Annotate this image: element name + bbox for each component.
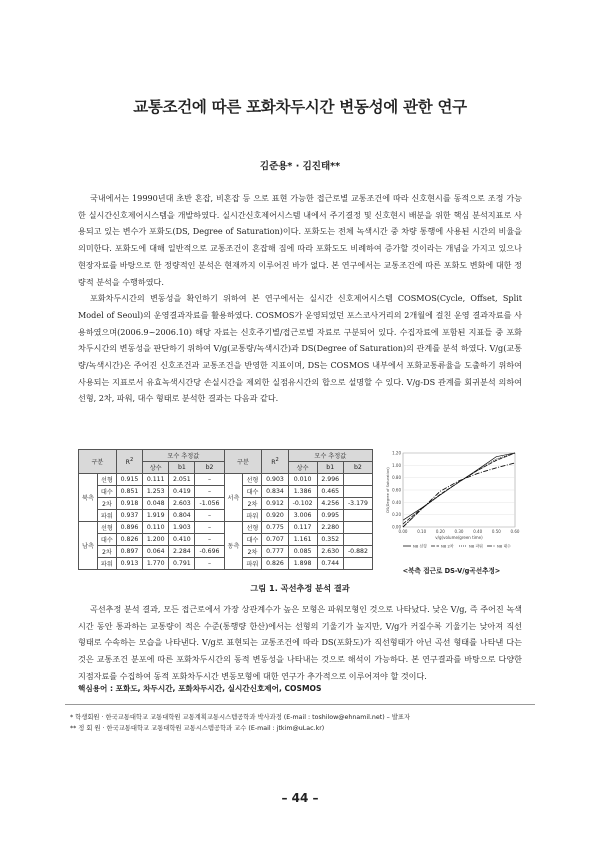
x-tick-label: 0.20 bbox=[435, 529, 445, 534]
table-group-label: 서측 bbox=[224, 474, 243, 522]
legend-label: N8 대수 bbox=[497, 543, 511, 549]
table-cell: 0.912 bbox=[262, 498, 288, 510]
table-cell: 2차 bbox=[243, 546, 262, 558]
table-cell: 0.775 bbox=[262, 522, 288, 534]
table-header-estimate: 모수 추정값 bbox=[143, 450, 224, 462]
y-tick-label: 0.60 bbox=[392, 487, 401, 493]
table-cell bbox=[343, 522, 372, 534]
table-cell: 0.110 bbox=[143, 522, 169, 534]
table-header-param: 상수 bbox=[143, 462, 169, 474]
table-cell: 2차 bbox=[97, 546, 116, 558]
table-cell: 파워 bbox=[243, 558, 262, 570]
table-cell: – bbox=[195, 558, 224, 570]
x-tick-label: 0.60 bbox=[510, 529, 520, 534]
table-cell: – bbox=[195, 534, 224, 546]
table-cell: 3.006 bbox=[288, 510, 317, 522]
table-cell: – bbox=[195, 474, 224, 486]
table-body bbox=[79, 474, 373, 570]
figure-1 bbox=[78, 449, 522, 579]
table-cell: 1.919 bbox=[143, 510, 169, 522]
legend-label: N8 파워 bbox=[469, 543, 483, 549]
table-cell: -1.056 bbox=[195, 498, 224, 510]
abstract-paragraph: 포화차두시간의 변동성을 확인하기 위하여 본 연구에서는 실시간 신호제어시스템 COSMOS(Cycle, Offset, Split Model of Seoul)의 운영결과자료를 활용하였다. COSMOS가 운영되었던 포스코사거리의 2개월에 걸친 운영 결과자료를 사용하였으며(2006.9~2006.10) 해당 자료는 신호주기별/접근로별 자료로 구분되어 있다. 수집자료에 포함된 지표들 중 포화차두시간의 변동성을 판단하기 위하여 V/g(교통량/녹색시간)과 DS(Degree of Saturation)의 관계를 분석 하였다. V/g(교통량/녹색시간)은 주어진 신호조건과 교통조건을 반영한 지표이며, DS는 COSMOS 내부에서 포화교통류율을 도출하기 위하여 사용되는 지표로서 유효녹색시간당 손실시간을 제외한 실점유시간의 합으로 설명할 수 있다. V/g-DS 관계를 회귀분석 의하여 선형, 2차, 파워, 대수 형태로 분석한 결과는 다음과 같다. bbox=[78, 293, 522, 404]
table-cell bbox=[343, 474, 372, 486]
footnote-divider bbox=[65, 704, 535, 705]
table-cell: 파워 bbox=[243, 510, 262, 522]
table-cell: 1.770 bbox=[143, 558, 169, 570]
x-tick-label: 0.30 bbox=[454, 529, 464, 534]
table-cell: 1.200 bbox=[143, 534, 169, 546]
table-cell: -0.882 bbox=[343, 546, 372, 558]
x-tick-label: 0.10 bbox=[417, 529, 427, 534]
table-header-estimate: 모수 추정값 bbox=[288, 450, 372, 462]
x-tick-label: 0.40 bbox=[473, 529, 483, 534]
abstract-body bbox=[78, 190, 522, 407]
page-number: – 44 – bbox=[281, 791, 319, 805]
y-axis-label: DS(Degree of Saturation) bbox=[386, 467, 390, 513]
footnotes bbox=[70, 712, 540, 734]
table-cell: 0.352 bbox=[317, 534, 343, 546]
y-tick-label: 1.20 bbox=[392, 450, 401, 456]
table-cell: – bbox=[195, 510, 224, 522]
table-cell: 0.465 bbox=[317, 486, 343, 498]
figure-caption: 그림 1. 곡선추정 분석 결과 bbox=[250, 583, 350, 593]
x-tick-label: 0.00 bbox=[398, 529, 408, 534]
table-header-param: b1 bbox=[169, 462, 195, 474]
chart-svg bbox=[381, 449, 522, 565]
table-cell: 대수 bbox=[243, 534, 262, 546]
table-cell: 0.117 bbox=[288, 522, 317, 534]
keywords: 핵심용어 : 포화도, 차두시간, 포화차두시간, 실시간신호제어, COSMOS bbox=[78, 684, 322, 693]
table-cell: 0.851 bbox=[116, 486, 142, 498]
table-cell: -3.179 bbox=[343, 498, 372, 510]
table-cell: -0.102 bbox=[288, 498, 317, 510]
table-cell: 선형 bbox=[97, 522, 116, 534]
table-header-r2: $R^2$ bbox=[262, 450, 288, 474]
table-cell: 선형 bbox=[97, 474, 116, 486]
footnote: ** 정 회 원 · 한국교통대학교 교통대학원 교통시스템공학과 교수 (E-mail : jtkim@uLac.kr) bbox=[70, 725, 325, 732]
table-cell: – bbox=[195, 486, 224, 498]
table-cell: 2.603 bbox=[169, 498, 195, 510]
footnote: * 학생회원 · 한국교통대학교 교통대학원 교통계획교통시스템공학과 박사과정 (E-mail : toshilow@ehnamil.net) – 발표자 bbox=[70, 714, 411, 721]
ds-vg-chart bbox=[381, 449, 522, 579]
table-cell: 0.419 bbox=[169, 486, 195, 498]
table-cell: 2.996 bbox=[317, 474, 343, 486]
table-cell: 파워 bbox=[97, 510, 116, 522]
y-tick-label: 0.80 bbox=[392, 475, 401, 481]
table-header-param: 상수 bbox=[288, 462, 317, 474]
table-cell: 0.804 bbox=[169, 510, 195, 522]
table-cell: 0.010 bbox=[288, 474, 317, 486]
table-cell bbox=[343, 558, 372, 570]
table-cell: 선형 bbox=[243, 474, 262, 486]
table-row bbox=[79, 522, 373, 534]
author-list: 김준용* · 김진태** bbox=[259, 161, 341, 172]
table-cell: 4.256 bbox=[317, 498, 343, 510]
table-cell: 2.280 bbox=[317, 522, 343, 534]
table-header-r2: $R^2$ bbox=[116, 450, 142, 474]
table-cell: 0.085 bbox=[288, 546, 317, 558]
table-cell: 1.903 bbox=[169, 522, 195, 534]
x-axis-label: v/g(volume/green time) bbox=[435, 535, 483, 540]
table-header-group: 구분 bbox=[224, 450, 262, 474]
table-cell: – bbox=[195, 522, 224, 534]
table-cell: 0.937 bbox=[116, 510, 142, 522]
curve-fit-table bbox=[78, 449, 373, 570]
conclusion-paragraph: 곡선추정 분석 결과, 모든 접근로에서 가장 상관계수가 높은 모형은 파워모형인 것으로 나타났다. 낮은 V/g, 즉 주어진 녹색시간 동안 통과하는 교통량이 적은 수준(통행량 한산)에서는 선형의 기울기가 높지만, V/g가 커질수록 기울기는 낮아져 직선 형태로 수속하는 모습을 나타낸다. V/g로 표현되는 교통조건에 따라 DS(포화도)가 직선형태가 아닌 곡선 형태를 나타낸 다는 것은 교통조건 분포에 따른 포화차두시간의 동적 변동성을 나타내는 것으로 해석이 가능하다. 본 연구결과를 바탕으로 다양한 지점자료를 수집하여 동적 포화차두시간 변동모형에 대한 연구가 추가적으로 이루어져야 할 것이다. bbox=[78, 604, 522, 681]
table-cell: 대수 bbox=[243, 486, 262, 498]
table-cell: 2.051 bbox=[169, 474, 195, 486]
table-cell bbox=[343, 486, 372, 498]
y-tick-label: 0.40 bbox=[392, 499, 401, 505]
paper-title: 교통조건에 따른 포화차두시간 변동성에 관한 연구 bbox=[133, 98, 467, 116]
table-cell: 2.284 bbox=[169, 546, 195, 558]
series-line-1 bbox=[403, 453, 515, 520]
table-cell: 대수 bbox=[97, 486, 116, 498]
table-cell: 0.826 bbox=[116, 534, 142, 546]
table-group-label: 북측 bbox=[79, 474, 98, 522]
x-tick-label: 0.50 bbox=[491, 529, 501, 534]
legend-label: N8 선형 bbox=[413, 543, 427, 549]
table-cell: 0.896 bbox=[116, 522, 142, 534]
table-cell: 0.410 bbox=[169, 534, 195, 546]
table-cell: 선형 bbox=[243, 522, 262, 534]
table-group-label: 남측 bbox=[79, 522, 98, 570]
table-cell: 1.386 bbox=[288, 486, 317, 498]
table-cell: 0.744 bbox=[317, 558, 343, 570]
table-cell: 0.903 bbox=[262, 474, 288, 486]
table-cell: 2차 bbox=[97, 498, 116, 510]
series-line-2 bbox=[403, 453, 515, 524]
table-cell: 0.897 bbox=[116, 546, 142, 558]
table-cell: 0.918 bbox=[116, 498, 142, 510]
y-tick-label: 1.00 bbox=[392, 462, 401, 468]
table-cell: 1.898 bbox=[288, 558, 317, 570]
table-cell: 0.064 bbox=[143, 546, 169, 558]
table-cell: -0.696 bbox=[195, 546, 224, 558]
table-cell: 2차 bbox=[243, 498, 262, 510]
table-cell: 대수 bbox=[97, 534, 116, 546]
table-cell: 0.777 bbox=[262, 546, 288, 558]
y-tick-label: 0.00 bbox=[392, 524, 401, 530]
table-cell: 0.920 bbox=[262, 510, 288, 522]
table-cell: 0.995 bbox=[317, 510, 343, 522]
table-header-group: 구분 bbox=[79, 450, 117, 474]
table-cell: 0.707 bbox=[262, 534, 288, 546]
table-cell: 1.161 bbox=[288, 534, 317, 546]
table-cell: 1.253 bbox=[143, 486, 169, 498]
table-cell: 0.791 bbox=[169, 558, 195, 570]
table-cell: 0.834 bbox=[262, 486, 288, 498]
legend-label: N8 2차 bbox=[441, 543, 454, 549]
table-cell: 0.913 bbox=[116, 558, 142, 570]
table-row bbox=[79, 474, 373, 486]
chart-caption: <북측 접근로 DS-V/g곡선추정> bbox=[402, 567, 501, 575]
table-group-label: 동측 bbox=[224, 522, 243, 570]
y-tick-label: 0.20 bbox=[392, 512, 401, 518]
series-line-4 bbox=[403, 463, 515, 527]
table-cell: 0.826 bbox=[262, 558, 288, 570]
table-cell: 파워 bbox=[97, 558, 116, 570]
table-cell: 0.048 bbox=[143, 498, 169, 510]
conclusion-body bbox=[78, 601, 522, 685]
table-cell bbox=[343, 534, 372, 546]
table-cell bbox=[343, 510, 372, 522]
table-header-param: b2 bbox=[343, 462, 372, 474]
table-cell: 0.915 bbox=[116, 474, 142, 486]
abstract-paragraph: 국내에서는 19990년대 초반 혼잡, 비혼잡 등 으로 표현 가능한 접근로별 교통조건에 따라 신호현시를 동적으로 조정 가능한 실시간신호제어시스템을 개발하였다. 실시간신호제어시스템 내에서 주기결정 및 신호현시 배분을 위한 핵심 분석지표로 사용되고 있는 변수가 포화도(DS, Degree of Saturation)이다. 포화도는 전체 녹색시간 중 차량 통행에 사용된 시간의 비율을 의미한다. 포화도에 대해 일반적으로 교통조건이 혼잡해 짐에 따라 포화도도 비례하여 증가할 것이라는 개념을 가지고 있으나 현장자료를 바탕으로 한 정량적인 분석은 현재까지 이루어진 바가 없다. 본 연구에서는 교통조건에 따른 포화도 변화에 대한 정량적 분석을 수행하였다. bbox=[78, 193, 522, 287]
table-header-param: b2 bbox=[195, 462, 224, 474]
table-cell: 2.630 bbox=[317, 546, 343, 558]
table-header-param: b1 bbox=[317, 462, 343, 474]
table-cell: 0.111 bbox=[143, 474, 169, 486]
